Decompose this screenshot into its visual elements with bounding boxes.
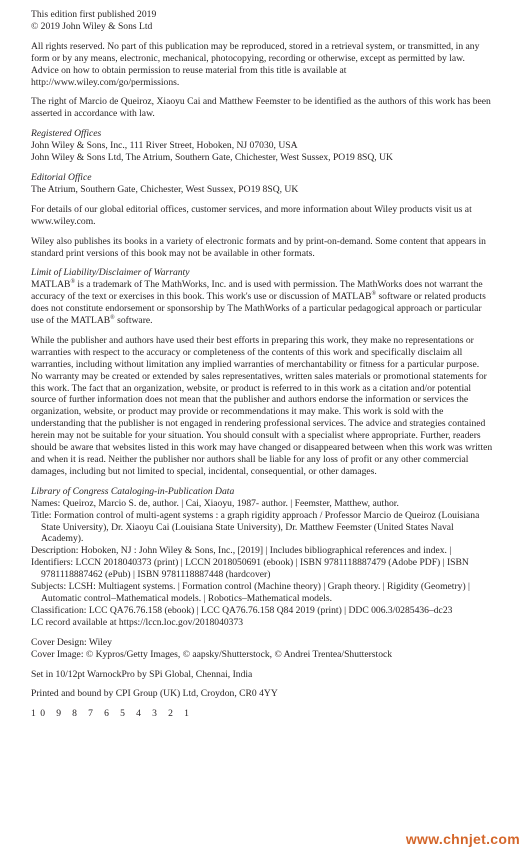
matlab-word: MATLAB: [31, 279, 71, 291]
registered-offices-heading: Registered Offices: [31, 128, 102, 140]
copyright-page: [31, 9, 493, 720]
cip-title: Title: Formation control of multi-agent systems : a graph rigidity approach / Professor Marcio de Queiroz (Louisiana State University), Dr. Xiaoyu Cai (Louisiana State University), Dr. Matthew Feemster (United States Naval Academy).: [31, 509, 480, 545]
cip-block: [31, 498, 493, 629]
cip-description: Description: Hoboken, NJ : John Wiley & Sons, Inc., [2019] | Includes bibliographical references and index. |: [31, 545, 452, 557]
cip-identifiers: Identifiers: LCCN 2018040373 (print) | LCCN 2018050691 (ebook) | ISBN 9781118887479 (Adobe PDF) | ISBN 9781118887462 (ePub) | ISBN 9781118887448 (hardcover): [31, 557, 469, 581]
cip-names: Names: Queiroz, Marcio S. de, author. | Cai, Xiaoyu, 1987- author. | Feemster, Matthew, author.: [31, 497, 399, 509]
cip-classification: Classification: LCC QA76.76.158 (ebook) | LCC QA76.76.158 Q84 2019 (print) | DDC 006.3/0285436–dc23: [31, 604, 453, 616]
editorial-office-heading: Editorial Office: [31, 171, 92, 183]
matlab-text-1: is a trademark of The MathWorks, Inc. and is used with permission. The MathWorks does not warrant the accuracy of the text or exercises in this book. This work's use or discussion of: [31, 279, 483, 303]
matlab-word: MATLAB: [332, 291, 372, 303]
cover-design-line: Cover Design: Wiley: [31, 636, 112, 648]
liability-heading: Limit of Liability/Disclaimer of Warranty: [31, 267, 190, 279]
cip-subjects: Subjects: LCSH: Multiagent systems. | Formation control (Machine theory) | Graph theory. | Rigidity (Geometry) | Automatic control–Mathematical models. | Robotics–Mathematical models.: [31, 581, 470, 604]
global-offices-paragraph: For details of our global editorial offices, customer services, and more information about Wiley products visit us at www.wiley.com.: [31, 203, 472, 227]
rights-paragraph: All rights reserved. No part of this publication may be reproduced, stored in a retrieval system, or transmitted, in any form or by any means, electronic, mechanical, photocopying, recording or otherwise, except as permitted by law. Advice on how to obtain permission to reuse material from this title is available at http://www.wiley.com/go/permissions.: [31, 40, 480, 88]
registered-office-uk: John Wiley & Sons Ltd, The Atrium, Southern Gate, Chichester, West Sussex, PO19 8SQ, UK: [31, 152, 393, 164]
printed-line: Printed and bound by CPI Group (UK) Ltd, Croydon, CR0 4YY: [31, 688, 278, 700]
watermark-logo: www.chnjet.com: [405, 831, 520, 847]
authors-right-paragraph: The right of Marcio de Queiroz, Xiaoyu Cai and Matthew Feemster to be identified as the authors of this work has been asserted in accordance with law.: [31, 96, 491, 120]
registered-mark: ®: [70, 279, 76, 286]
print-run-line: 10 9 8 7 6 5 4 3 2 1: [31, 708, 194, 720]
registered-mark: ®: [371, 291, 377, 298]
registered-mark: ®: [110, 315, 115, 322]
typeset-line: Set in 10/12pt WarnockPro by SPi Global, Chennai, India: [31, 668, 253, 680]
disclaimer-paragraph: While the publisher and authors have used their best efforts in preparing this work, they make no representations or warranties with respect to the accuracy or completeness of the contents of this work and specifically disclaim all warranties, including without limitation any implied warranties of merchantability or fitness for a particular purpose. No warranty may be created or extended by sales representatives, written sales materials or promotional statements for this work. The fact that an organization, website, or product is referred to in this work as a citation and/or potential source of further information does not mean that the publisher and authors endorse the information or services the organization, website, or product may provide or recommendations it may make. This work is sold with the understanding that the publisher is not engaged in rendering professional services. The advice and strategies contained herein may not be suitable for your situation. You should consult with a specialist where appropriate. Further, readers should be aware that websites listed in this work may have changed or disappeared between when this work was written and when it is read. Neither the publisher nor authors shall be liable for any loss of profit or any other commercial damages, including but not limited to special, incidental, consequential, or other damages.: [31, 334, 493, 477]
registered-office-us: John Wiley & Sons, Inc., 111 River Street, Hoboken, NJ 07030, USA: [31, 140, 298, 152]
cip-heading: Library of Congress Cataloging-in-Publication Data: [31, 485, 235, 497]
matlab-trademark-paragraph: [31, 279, 493, 327]
edition-line: This edition first published 2019: [31, 9, 157, 20]
cip-lc-record: LC record available at https://lccn.loc.gov/2018040373: [31, 616, 244, 628]
editorial-office-address: The Atrium, Southern Gate, Chichester, West Sussex, PO19 8SQ, UK: [31, 183, 299, 195]
matlab-text-2: software or related products does not constitute endorsement or sponsorship by The MathWorks of a particular pedagogical approach or particular use of the: [31, 291, 486, 327]
matlab-text-3: software.: [114, 315, 153, 327]
matlab-word: MATLAB: [70, 315, 111, 327]
copyright-line: © 2019 John Wiley & Sons Ltd: [31, 20, 153, 32]
cover-image-line: Cover Image: © Kypros/Getty Images, © aapsky/Shutterstock, © Andrei Trentea/Shutterstock: [31, 648, 393, 660]
formats-paragraph: Wiley also publishes its books in a variety of electronic formats and by print-on-demand. Some content that appears in standard print versions of this book may not be available in other formats.: [31, 235, 486, 259]
